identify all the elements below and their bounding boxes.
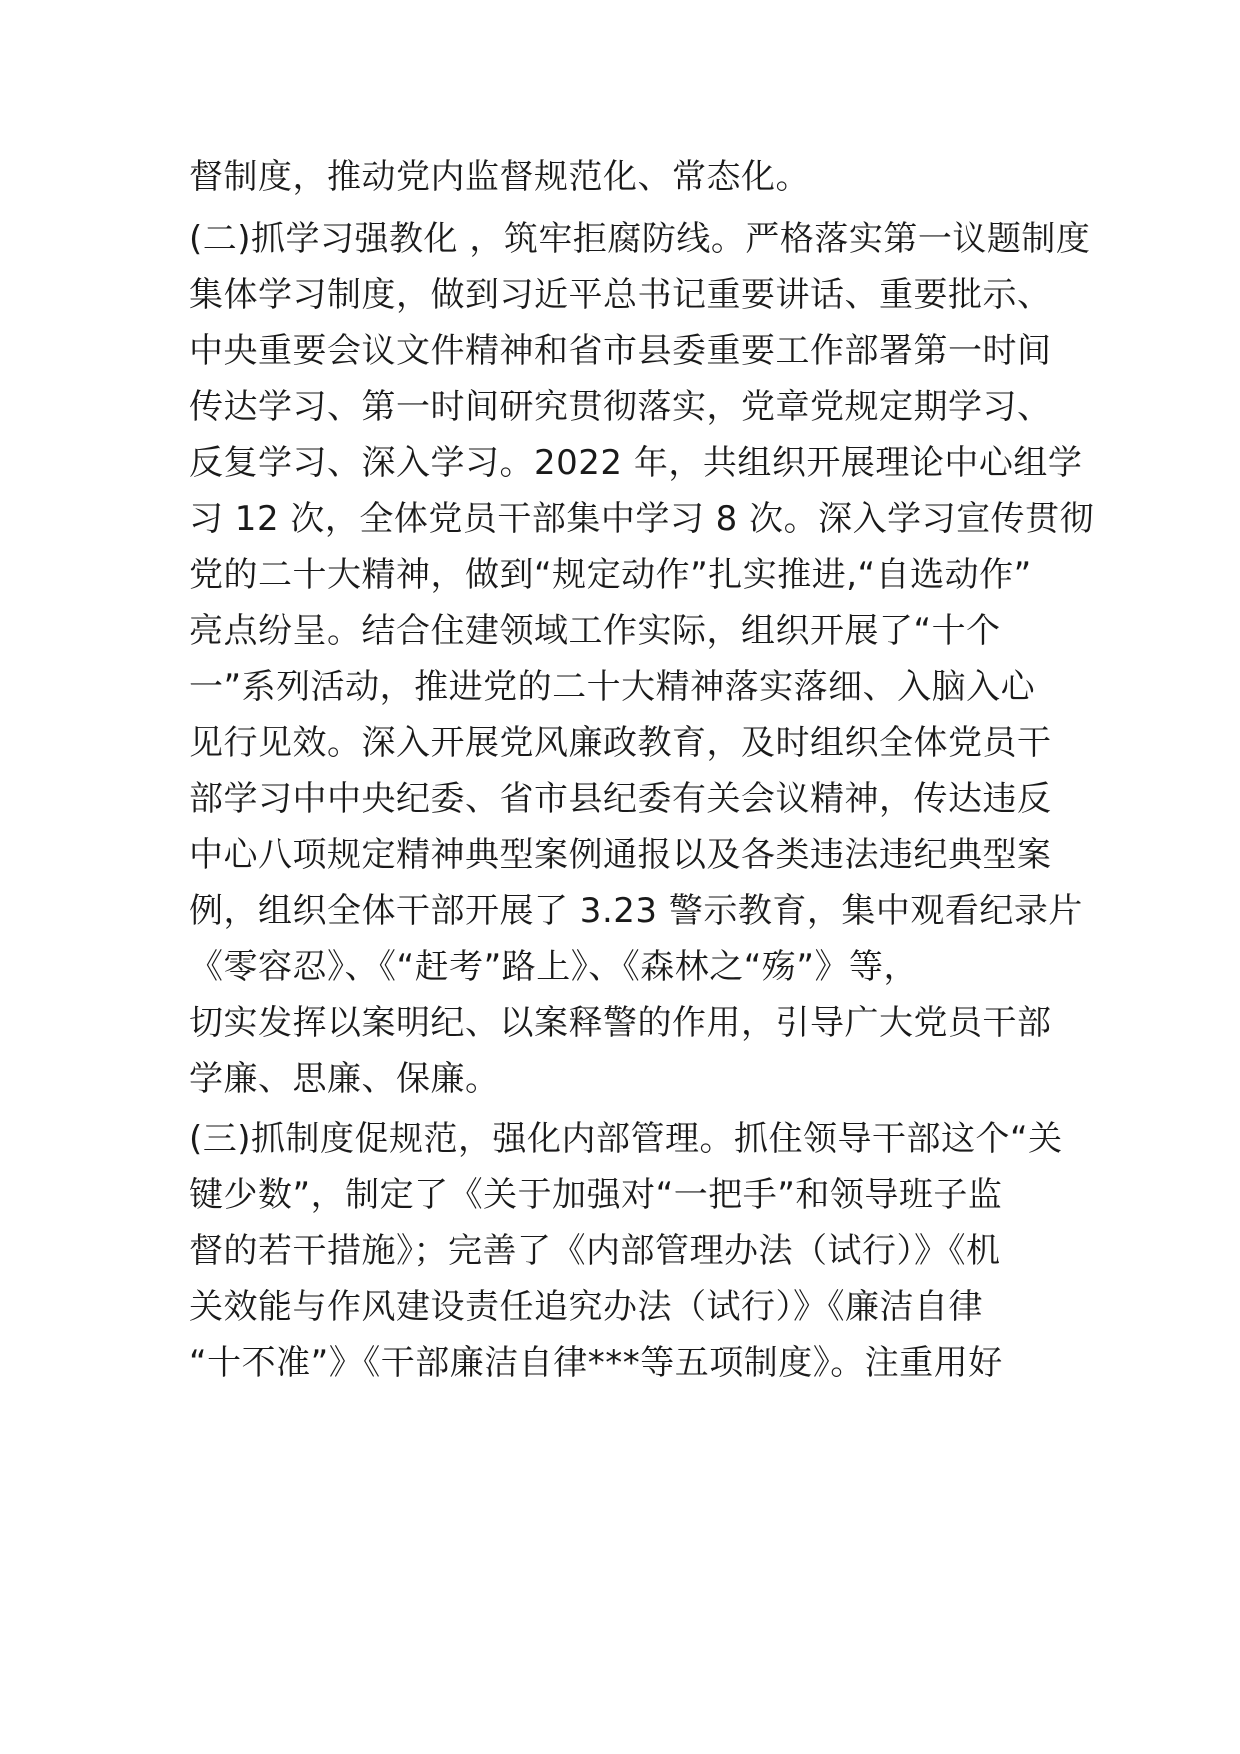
text-line-9: 亮点纷呈。结合住建领域工作实际，组织开展了“十个: [189, 611, 1001, 651]
text-line-15: 《零容忍》、《“赶考”路上》、《森林之“殇”》等，: [189, 947, 918, 987]
text-line-6: 反复学习、深入学习。2022 年，共组织开展理论中心组学: [189, 443, 1083, 483]
text-line-4: 中央重要会议文件精神和省市县委重要工作部署第一时间: [189, 331, 1052, 371]
text-line-1: 督制度，推动党内监督规范化、常态化。: [189, 157, 810, 197]
text-line-13: 中心八项规定精神典型案例通报以及各类违法违纪典型案: [189, 835, 1052, 875]
text-line-16: 切实发挥以案明纪、以案释警的作用，引导广大党员干部: [189, 1003, 1052, 1043]
text-line-19: 键少数”，制定了《关于加强对“一把手”和领导班子监: [189, 1175, 1003, 1215]
text-line-5: 传达学习、第一时间研究贯彻落实，党章党规定期学习、: [189, 387, 1052, 427]
text-line-11: 见行见效。深入开展党风廉政教育，及时组织全体党员干: [189, 723, 1052, 763]
text-line-2: (二)抓学习强教化 ，筑牢拒腐防线。严格落实第一议题制度: [189, 219, 1091, 259]
text-line-20: 督的若干措施》；完善了《内部管理办法（试行）》《机: [189, 1231, 1001, 1271]
text-line-22: “十不准”》《干部廉洁自律***等五项制度》。注重用好: [189, 1343, 1003, 1383]
text-line-12: 部学习中中央纪委、省市县纪委有关会议精神，传达违反: [189, 779, 1052, 819]
text-line-18: (三)抓制度促规范，强化内部管理。抓住领导干部这个“关: [189, 1119, 1063, 1159]
text-line-17: 学廉、思廉、保廉。: [189, 1059, 500, 1099]
text-line-10: 一”系列活动，推进党的二十大精神落实落细、入脑入心: [189, 667, 1036, 707]
text-line-14: 例，组织全体干部开展了 3.23 警示教育，集中观看纪录片: [189, 891, 1083, 931]
text-line-21: 关效能与作风建设责任追究办法（试行）》《廉洁自律: [189, 1287, 983, 1327]
text-line-8: 党的二十大精神，做到“规定动作”扎实推进,“自选动作”: [189, 555, 1032, 595]
text-line-3: 集体学习制度，做到习近平总书记重要讲话、重要批示、: [189, 275, 1052, 315]
text-line-7: 习 12 次，全体党员干部集中学习 8 次。深入学习宣传贯彻: [189, 499, 1095, 539]
